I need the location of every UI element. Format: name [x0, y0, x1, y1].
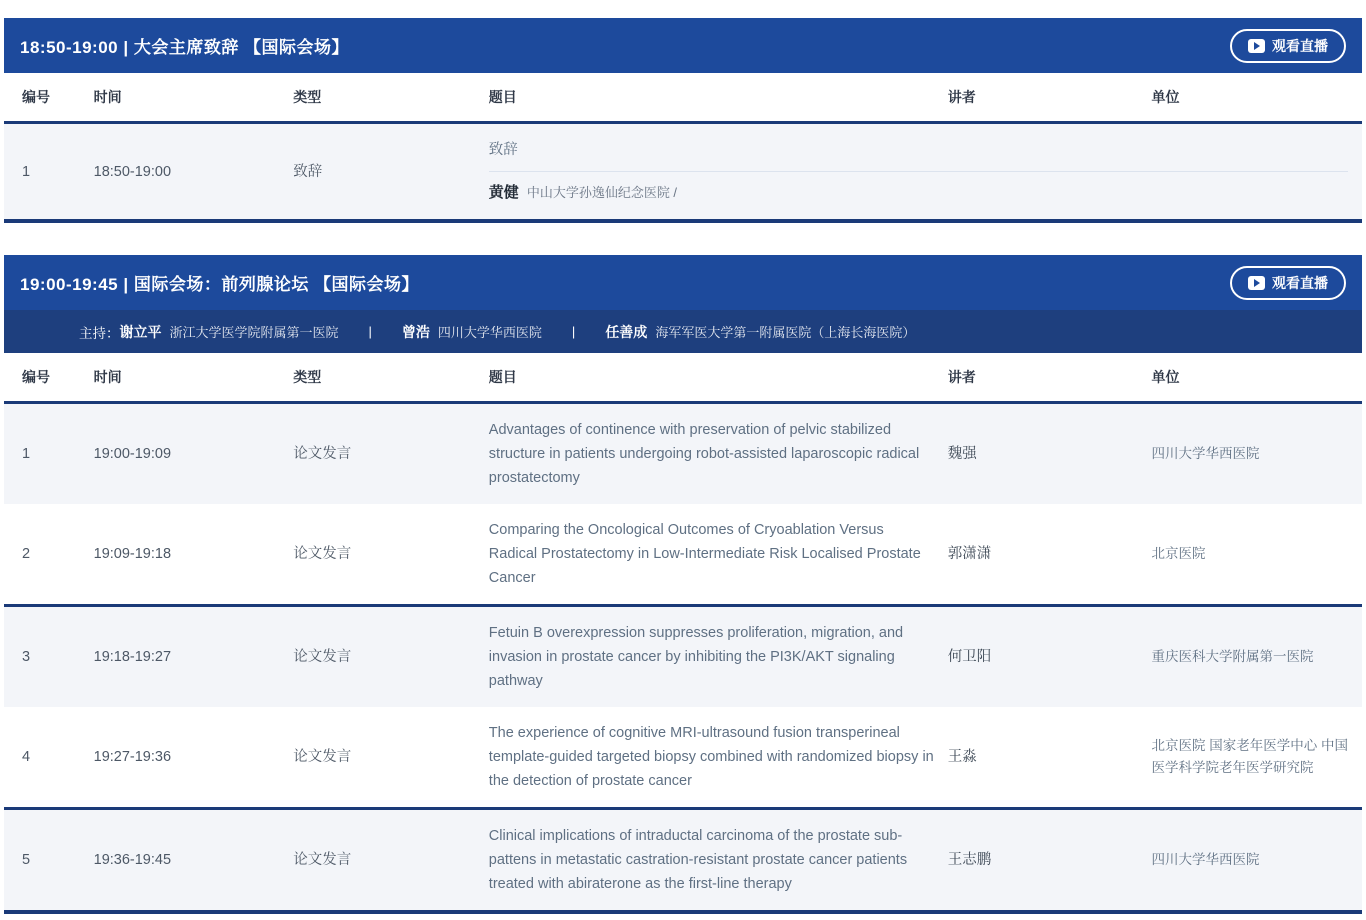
- session-block-opening: [4, 18, 1362, 223]
- chair-org: 四川大学华西医院: [437, 324, 542, 340]
- watch-live-button[interactable]: [1230, 266, 1346, 300]
- table-row: [4, 123, 1362, 222]
- cell-org: 重庆医科大学附属第一医院: [1151, 649, 1314, 664]
- col-header-org: 单位: [1151, 353, 1362, 403]
- cell-org: 北京医院 国家老年医学中心 中国医学科学院老年医学研究院: [1151, 738, 1348, 775]
- col-header-title: 题目: [489, 73, 948, 123]
- col-header-type: 类型: [293, 353, 489, 403]
- cell-title: Advantages of continence with preservation of pelvic stabilized structure in patients undergoing robot-assisted laparoscopic radical prostatectomy: [488, 422, 920, 486]
- session-title: 19:00-19:45 | 国际会场：前列腺论坛 【国际会场】: [20, 275, 420, 294]
- cell-no: 4: [22, 749, 31, 765]
- cell-type: 论文发言: [293, 749, 352, 765]
- cell-type: 论文发言: [293, 546, 352, 562]
- col-header-speaker: 讲者: [948, 73, 1152, 123]
- chair-name: 曾浩: [401, 323, 430, 340]
- table-row: [4, 707, 1362, 809]
- col-header-time: 时间: [94, 353, 294, 403]
- table-header-row: [4, 353, 1362, 403]
- speaker-name: 黄健: [488, 184, 519, 201]
- chair-entry: [402, 322, 542, 342]
- speech-speaker-line: [489, 181, 1348, 205]
- chair-separator: |: [368, 324, 372, 339]
- speech-title: 致辞: [488, 142, 518, 158]
- play-icon: [1248, 276, 1265, 290]
- session-title: 18:50-19:00 | 大会主席致辞 【国际会场】: [20, 38, 350, 57]
- cell-type: 致辞: [293, 163, 323, 180]
- table-header-row: [4, 73, 1362, 123]
- session-table-opening: [4, 73, 1362, 223]
- cell-speaker: 王志鹏: [947, 852, 992, 868]
- session-banner: [4, 255, 1362, 310]
- cell-title: Fetuin B overexpression suppresses proliferation, migration, and invasion in prostate cancer by inhibiting the PI3K/AKT signaling pathway: [488, 625, 904, 689]
- cell-org: 四川大学华西医院: [1151, 852, 1260, 867]
- cell-org: 四川大学华西医院: [1151, 446, 1260, 461]
- cell-title: Clinical implications of intraductal carcinoma of the prostate sub-pattens in metastatic castration-resistant prostate cancer patients treated with abiraterone as the first-line therapy: [488, 828, 908, 892]
- chair-name: 谢立平: [119, 323, 162, 340]
- cell-time: 19:36-19:45: [93, 852, 172, 868]
- cell-speaker: 魏强: [947, 446, 977, 462]
- cell-time: 19:09-19:18: [93, 546, 172, 562]
- table-row: [4, 504, 1362, 606]
- cell-speaker: 王淼: [947, 749, 977, 765]
- chair-org: 海军军医大学第一附属医院（上海长海医院）: [655, 324, 916, 340]
- watch-live-button[interactable]: [1230, 29, 1346, 63]
- col-header-no: 编号: [4, 73, 94, 123]
- cell-no: 3: [22, 649, 31, 665]
- session-block-prostate-forum: [4, 255, 1362, 914]
- cell-time: 18:50-19:00: [93, 163, 172, 180]
- table-row: [4, 809, 1362, 913]
- col-header-speaker: 讲者: [948, 353, 1152, 403]
- cell-speaker: 郭潇潇: [947, 546, 992, 562]
- table-row: [4, 606, 1362, 708]
- cell-no: 1: [22, 163, 31, 180]
- speaker-org: 中山大学孙逸仙纪念医院 /: [526, 185, 678, 200]
- chairs-label: 主持：: [79, 325, 120, 341]
- cell-time: 19:00-19:09: [93, 446, 172, 462]
- cell-org: 北京医院: [1151, 546, 1206, 561]
- cell-time: 19:18-19:27: [93, 649, 172, 665]
- session-banner: [4, 18, 1362, 73]
- col-header-no: 编号: [4, 353, 94, 403]
- cell-type: 论文发言: [293, 852, 352, 868]
- cell-no: 2: [22, 546, 31, 562]
- session-table-forum: [4, 353, 1362, 914]
- col-header-type: 类型: [293, 73, 489, 123]
- cell-title: The experience of cognitive MRI-ultrasound fusion transperineal template-guided targeted biopsy combined with randomized biopsy in the detection of prostate cancer: [488, 725, 934, 789]
- chair-name: 任善成: [605, 323, 648, 340]
- cell-type: 论文发言: [293, 649, 352, 665]
- chairs-bar: [4, 310, 1362, 353]
- chair-separator: |: [571, 324, 576, 339]
- cell-speaker: 何卫阳: [947, 649, 992, 665]
- cell-no: 1: [22, 446, 31, 462]
- table-row: [4, 403, 1362, 505]
- chair-org: 浙江大学医学院附属第一医院: [169, 324, 339, 340]
- chair-entry: [120, 322, 339, 342]
- block-gap: [4, 223, 1362, 255]
- cell-no: 5: [22, 852, 31, 868]
- cell-title-speaker: [489, 123, 1362, 222]
- divider: [489, 171, 1348, 172]
- cell-title: Comparing the Oncological Outcomes of Cryoablation Versus Radical Prostatectomy in Low-Intermediate Risk Localised Prostate Cancer: [488, 522, 921, 586]
- cell-time: 19:27-19:36: [93, 749, 172, 765]
- play-icon: [1248, 39, 1265, 53]
- cell-type: 论文发言: [293, 446, 352, 462]
- watch-live-label: 观看直播: [1272, 37, 1328, 54]
- col-header-title: 题目: [489, 353, 948, 403]
- watch-live-label: 观看直播: [1272, 274, 1328, 291]
- col-header-org: 单位: [1151, 73, 1362, 123]
- col-header-time: 时间: [94, 73, 294, 123]
- chair-entry: [605, 322, 915, 342]
